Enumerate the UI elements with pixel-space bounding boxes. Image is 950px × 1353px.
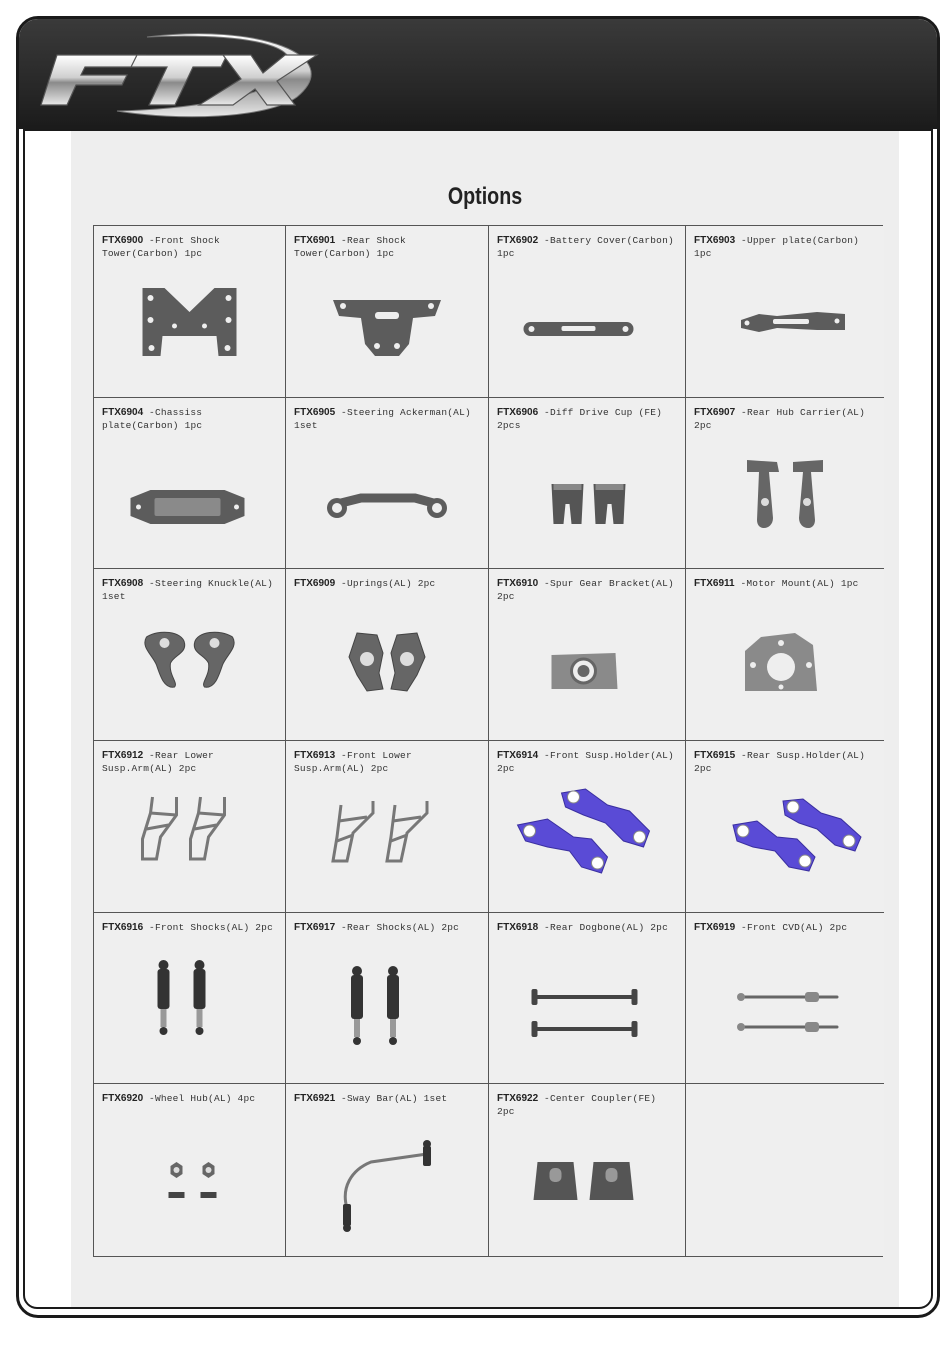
part-label xyxy=(294,406,482,432)
sway-bar-icon xyxy=(286,1118,488,1248)
rear-lower-arm-icon xyxy=(94,775,285,905)
part-desc: -Motor Mount(AL) 1pc xyxy=(740,578,859,590)
part-code: FTX6904 xyxy=(102,406,144,418)
part-desc: -Front CVD(AL) 2pc xyxy=(741,921,848,933)
part-label xyxy=(294,577,482,590)
part-desc: -Steering Ackerman(AL) 1set xyxy=(294,406,471,431)
part-desc: -Sway Bar(AL) 1set xyxy=(341,1093,448,1105)
part-label xyxy=(694,577,878,590)
part-desc: -Rear Shocks(AL) 2pc xyxy=(341,921,460,933)
part-desc: -Wheel Hub(AL) 4pc xyxy=(149,1093,256,1105)
part-cell xyxy=(489,226,686,398)
part-cell xyxy=(94,741,286,913)
part-code: FTX6903 xyxy=(694,235,736,246)
part-cell xyxy=(286,226,489,398)
part-label xyxy=(694,406,878,432)
part-label xyxy=(694,749,878,775)
part-label xyxy=(694,921,878,934)
part-code: FTX6920 xyxy=(102,1093,144,1105)
part-desc: -Front Shock Tower(Carbon) 1pc xyxy=(102,235,220,259)
part-code: FTX6910 xyxy=(497,578,539,590)
part-desc: -Front Susp.Holder(AL) 2pc xyxy=(497,750,674,774)
chassis-plate-icon xyxy=(94,432,285,562)
part-code: FTX6914 xyxy=(497,750,539,761)
part-code: FTX6906 xyxy=(497,406,539,418)
part-desc: -Diff Drive Cup (FE) 2pcs xyxy=(497,406,663,431)
part-cell xyxy=(686,913,884,1085)
part-cell xyxy=(489,913,686,1085)
part-code: FTX6916 xyxy=(102,921,144,933)
rear-shock-tower-icon xyxy=(286,260,488,390)
diff-drive-cup-icon xyxy=(489,432,685,562)
part-code: FTX6909 xyxy=(294,578,336,590)
front-susp-holder-icon xyxy=(489,775,685,905)
part-label xyxy=(102,921,279,934)
part-cell xyxy=(686,569,884,741)
part-code: FTX6912 xyxy=(102,750,144,761)
part-label xyxy=(497,234,679,260)
empty-cell xyxy=(686,1084,884,1256)
options-sheet xyxy=(71,131,899,1307)
rear-shocks-icon xyxy=(286,947,488,1077)
part-cell xyxy=(686,741,884,913)
part-cell xyxy=(94,398,286,570)
part-code: FTX6918 xyxy=(497,921,539,933)
part-code: FTX6915 xyxy=(694,750,736,761)
page-title: Options xyxy=(447,183,523,210)
part-label xyxy=(497,406,679,432)
part-desc: -Rear Hub Carrier(AL) 2pc xyxy=(694,406,865,431)
part-label xyxy=(497,921,679,934)
part-desc: -Front Shocks(AL) 2pc xyxy=(149,921,273,933)
part-code: FTX6922 xyxy=(497,1093,539,1105)
part-label xyxy=(102,749,279,775)
part-label xyxy=(294,1092,482,1105)
part-desc: -Battery Cover(Carbon) 1pc xyxy=(497,235,674,259)
page-frame xyxy=(16,16,940,1318)
part-cell xyxy=(286,913,489,1085)
part-cell xyxy=(286,398,489,570)
part-code: FTX6905 xyxy=(294,406,336,418)
part-cell xyxy=(286,741,489,913)
part-cell xyxy=(686,398,884,570)
part-desc: -Rear Susp.Holder(AL) 2pc xyxy=(694,750,865,774)
ftx-logo xyxy=(27,25,327,125)
part-label xyxy=(694,234,878,260)
part-label xyxy=(294,749,482,775)
part-code: FTX6907 xyxy=(694,406,736,418)
part-desc: -Rear Dogbone(AL) 2pc xyxy=(544,921,668,933)
part-label xyxy=(294,921,482,934)
front-lower-arm-icon xyxy=(286,775,488,905)
parts-grid xyxy=(93,225,883,1257)
steering-ackerman-icon xyxy=(286,432,488,562)
part-cell xyxy=(94,569,286,741)
part-code: FTX6911 xyxy=(694,578,735,590)
part-label xyxy=(102,234,279,260)
part-code: FTX6921 xyxy=(294,1093,336,1105)
part-label xyxy=(102,406,279,432)
part-desc: -Chassiss plate(Carbon) 1pc xyxy=(102,406,203,431)
part-desc: -Rear Lower Susp.Arm(AL) 2pc xyxy=(102,750,214,774)
part-cell xyxy=(489,741,686,913)
part-label xyxy=(294,234,482,260)
upper-plate-icon xyxy=(686,260,884,390)
part-desc: -Rear Shock Tower(Carbon) 1pc xyxy=(294,235,406,259)
part-code: FTX6902 xyxy=(497,235,539,246)
part-code: FTX6919 xyxy=(694,921,736,933)
part-cell xyxy=(489,1084,686,1256)
part-cell xyxy=(94,913,286,1085)
part-desc: -Center Coupler(FE) 2pc xyxy=(497,1093,657,1118)
part-cell xyxy=(94,226,286,398)
part-code: FTX6901 xyxy=(294,235,336,246)
rear-dogbone-icon xyxy=(489,947,685,1077)
part-code: FTX6900 xyxy=(102,235,144,246)
content-panel xyxy=(23,129,933,1309)
motor-mount-icon xyxy=(686,603,884,733)
part-label xyxy=(102,1092,279,1105)
part-cell xyxy=(489,569,686,741)
part-cell xyxy=(489,398,686,570)
part-cell xyxy=(286,1084,489,1256)
front-shock-tower-icon xyxy=(94,260,285,390)
part-code: FTX6917 xyxy=(294,921,336,933)
part-label xyxy=(497,577,679,603)
battery-cover-icon xyxy=(489,260,685,390)
part-desc: -Front Lower Susp.Arm(AL) 2pc xyxy=(294,750,412,774)
part-label xyxy=(497,749,679,775)
part-label xyxy=(497,1092,679,1118)
front-shocks-icon xyxy=(94,947,285,1077)
front-cvd-icon xyxy=(686,947,884,1077)
steering-knuckle-icon xyxy=(94,603,285,733)
header-bar xyxy=(19,19,937,129)
part-cell xyxy=(94,1084,286,1256)
part-code: FTX6913 xyxy=(294,750,336,761)
part-cell xyxy=(686,226,884,398)
part-desc: -Steering Knuckle(AL) 1set xyxy=(102,578,273,603)
uprights-icon xyxy=(286,603,488,733)
part-cell xyxy=(286,569,489,741)
part-desc: -Upper plate(Carbon) 1pc xyxy=(694,235,860,259)
spur-gear-bracket-icon xyxy=(489,603,685,733)
part-desc: -Spur Gear Bracket(AL) 2pc xyxy=(497,578,674,603)
part-label xyxy=(102,577,279,603)
wheel-hub-icon xyxy=(94,1118,285,1248)
rear-susp-holder-icon xyxy=(686,775,884,905)
part-code: FTX6908 xyxy=(102,578,144,590)
part-desc: -Uprings(AL) 2pc xyxy=(341,578,436,590)
rear-hub-carrier-icon xyxy=(686,432,884,562)
center-coupler-icon xyxy=(489,1118,685,1248)
